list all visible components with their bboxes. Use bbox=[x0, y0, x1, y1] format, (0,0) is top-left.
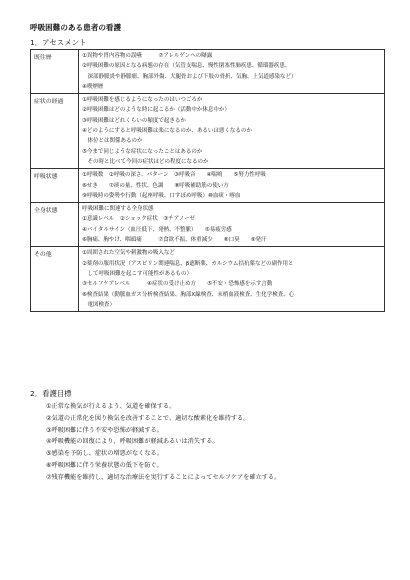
detail-line: して呼吸困難を起こす可能性があるもの） bbox=[82, 270, 193, 277]
category-cell: 呼吸状態 bbox=[31, 169, 79, 203]
detail-line: ⑤今まで同じような症状になったことはあるのか bbox=[82, 148, 203, 155]
detail-line: ⑥せき ⑦痰の量、性状、色調 ⑧呼吸補助筋の使い方 bbox=[82, 182, 229, 189]
table-row bbox=[31, 203, 385, 247]
goal-item: ①正常な換気が行えるよう、気道を確保する。 bbox=[46, 403, 176, 410]
details-cell bbox=[79, 50, 385, 94]
nursing-goals-heading: 2．看護目標 bbox=[30, 389, 72, 398]
detail-line: ①意識レベル ②ショック症状 ③チアノーゼ bbox=[82, 216, 195, 223]
detail-line: ①呼吸困難を感じるようになったのはいつごろか bbox=[82, 97, 203, 104]
document-title: 呼吸困難のある患者の看護 bbox=[30, 23, 122, 32]
detail-line: 深部静脈炎や静脈瘤、胸部外傷、大腿骨および下肢の骨折、気胸、上気道感染など） bbox=[82, 73, 297, 80]
goal-item: ⑤感染を予防し、症状の増悪がなくなる。 bbox=[46, 450, 163, 458]
detail-line: ②呼吸困難はどのような時に起こるか（活動中か休息中か） bbox=[82, 107, 230, 114]
details-cell bbox=[79, 203, 385, 247]
detail-line: ⑨呼吸時の姿勢や行動（起座呼吸、口すぼめ呼吸）⑩血痰・喀血 bbox=[82, 192, 241, 199]
details-cell bbox=[79, 94, 385, 169]
detail-line: 呼吸困難に関連する全身状態 bbox=[82, 206, 154, 213]
detail-line: ②薬剤の服用状況（アスピリン関連喘息、β遮断薬、カルシウム拮抗薬などの副作用と bbox=[82, 260, 294, 267]
category-cell: 既往歴 bbox=[31, 50, 79, 94]
goal-item: ②気道の正常化を図り換気を改善することで、適切な酸素化を維持する。 bbox=[46, 414, 250, 422]
detail-line: 電図検査） bbox=[82, 301, 116, 308]
detail-line: 体位とは関係あるのか bbox=[82, 138, 143, 145]
details-cell bbox=[79, 247, 385, 312]
table-row bbox=[31, 94, 385, 169]
assessment-heading: 1．アセスメント bbox=[30, 38, 87, 47]
category-cell: 全身状態 bbox=[31, 203, 79, 247]
detail-line: ②呼吸困難の原因となる病態の存在（気管支喘息、慢性閉塞性肺疾患、循環器疾患、 bbox=[82, 63, 291, 70]
goal-item: ⑦残存機能を維持し、適切な治療法を実行することによってセルフケアを確立する。 bbox=[46, 473, 281, 481]
table-row bbox=[31, 50, 385, 94]
assessment-table bbox=[30, 49, 385, 312]
details-cell bbox=[79, 169, 385, 203]
detail-line: ①呼吸数 ②呼吸の深さ、パターン ③呼吸音 ④喘鳴 ⑤努力性呼吸 bbox=[82, 172, 266, 179]
detail-line: ⑥胸痛、胸やけ、咽頭痛 ⑦食欲不振、体重減少 ⑧口臭 ⑨発汗 bbox=[82, 237, 267, 244]
table-row bbox=[31, 247, 385, 312]
goal-item: ⑥呼吸困難に伴う栄養状態の低下を防ぐ。 bbox=[46, 461, 163, 469]
detail-line: ①周囲された空気や刺激物の吸入など bbox=[82, 250, 175, 257]
goal-item: ③呼吸困難に伴う不安や恐怖が軽減する。 bbox=[46, 426, 163, 434]
category-cell: 症状の経過 bbox=[31, 94, 79, 169]
detail-line: ③セルフケアレベル ④症状の受け止め方 ⑤不安・恐怖感を示す言動 bbox=[82, 281, 273, 288]
nursing-goals-list bbox=[46, 401, 280, 484]
detail-line: ③呼吸困難はどれくらいの頻度で起きるか bbox=[82, 117, 186, 124]
goal-item: ④呼吸機能の回復により、呼吸困難が軽減あるいは消失する。 bbox=[46, 438, 219, 446]
detail-line: ⑥検査結果（動脈血ガス分析検査結果、胸部X線検査、末梢血液検査、生化学検査、心 bbox=[82, 291, 295, 298]
detail-line: ④どのようにすると呼吸困難は楽になるのか、あるいは悪くなるのか bbox=[82, 128, 252, 135]
detail-line: その時と比べて今回の症状はどの程度になるのか bbox=[82, 158, 209, 165]
detail-line: ④喫煙歴 bbox=[82, 83, 104, 90]
detail-line: ④バイタルサイン（血圧低下、発熱、不整脈） ⑤易疲労感 bbox=[82, 226, 232, 233]
table-row bbox=[31, 169, 385, 203]
detail-line: ①異物や胃内容物の誤嚥 ⑦アレルゲンへの曝露 bbox=[82, 53, 213, 59]
category-cell: その他 bbox=[31, 247, 79, 312]
